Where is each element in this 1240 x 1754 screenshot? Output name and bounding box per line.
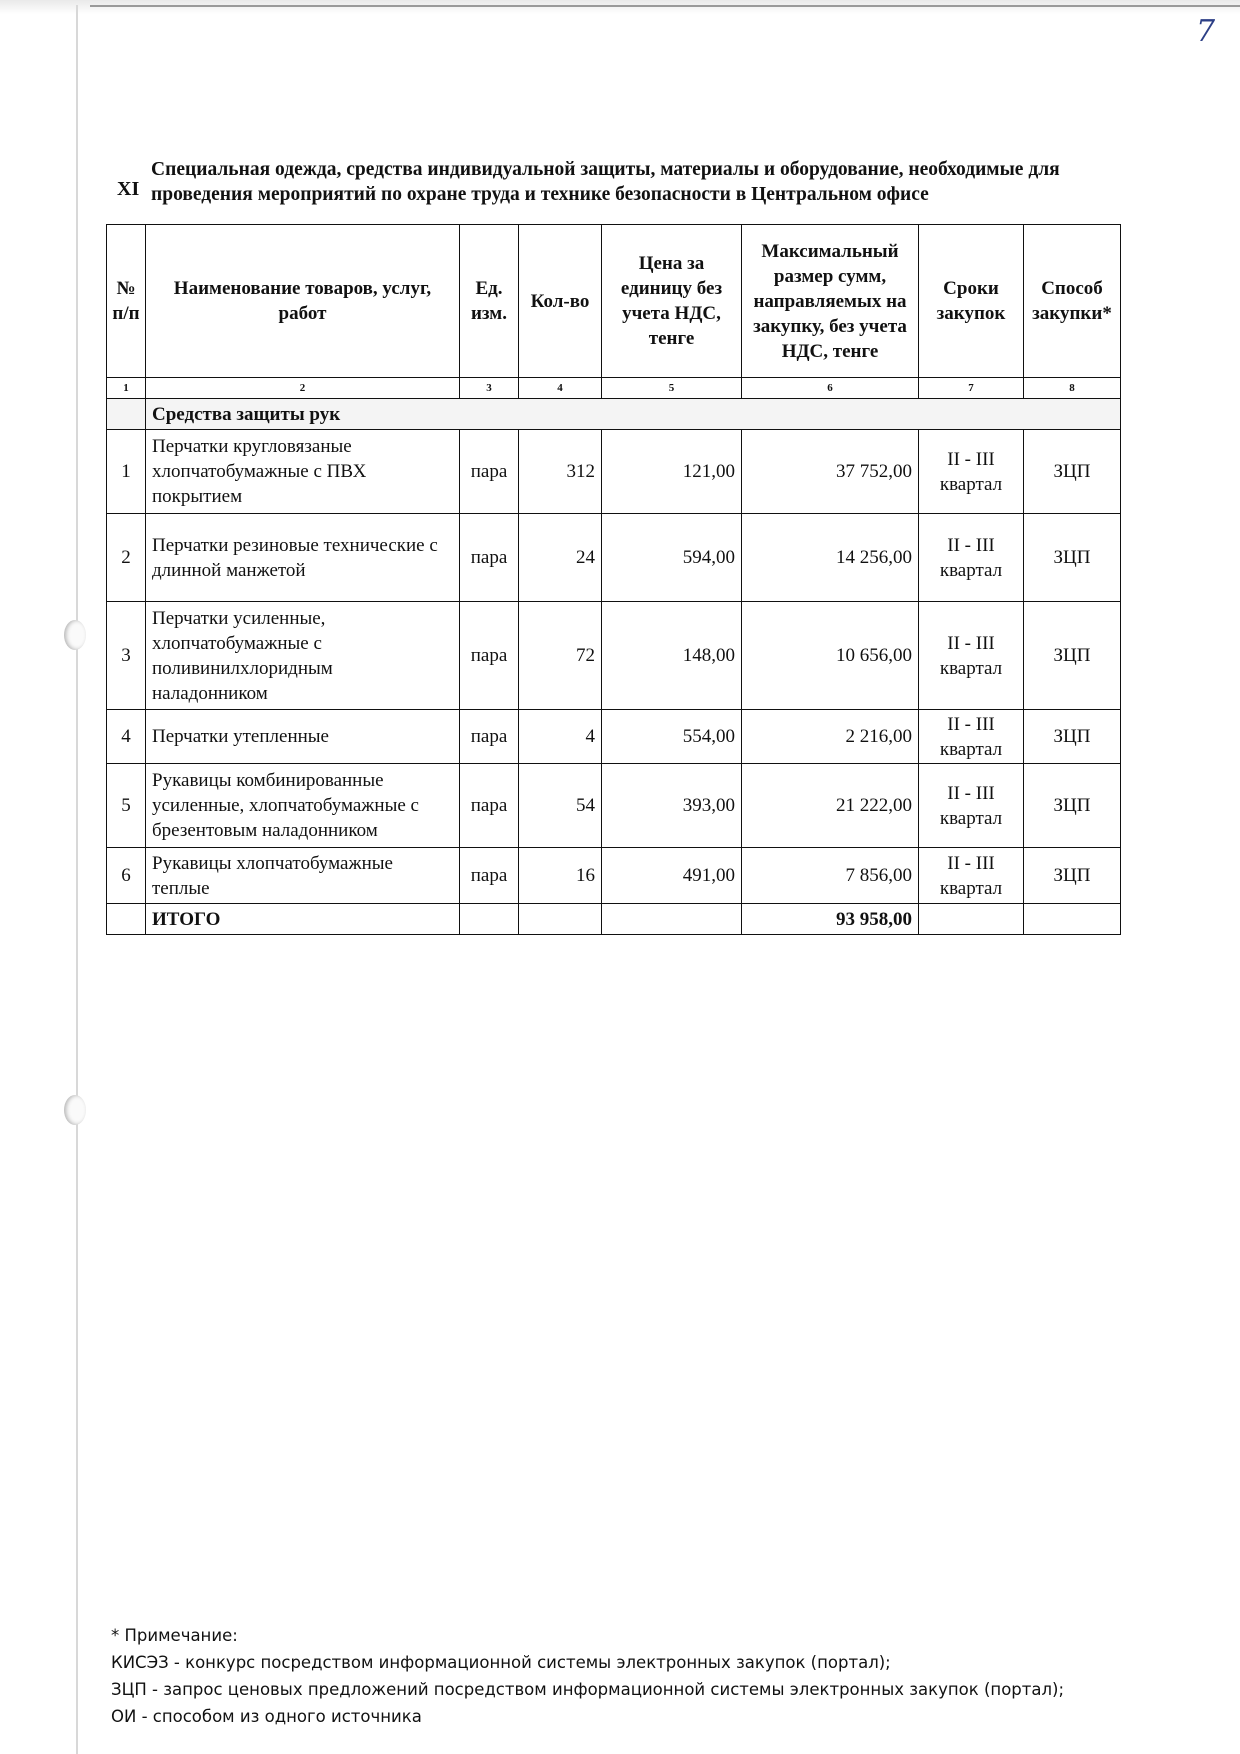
- item-name: Рукавицы комбинированные усиленные, хлопчатобумажные с брезентовым наладонником: [146, 764, 460, 848]
- row-number: 5: [107, 764, 146, 848]
- item-quantity: 312: [519, 430, 602, 514]
- item-price: 594,00: [602, 514, 742, 602]
- item-price: 554,00: [602, 710, 742, 764]
- column-number: 8: [1024, 378, 1121, 399]
- punch-hole-lower: [64, 1095, 86, 1125]
- item-name: Перчатки утепленные: [146, 710, 460, 764]
- item-method: ЗЦП: [1024, 602, 1121, 710]
- item-price: 393,00: [602, 764, 742, 848]
- table-row: [107, 602, 1121, 710]
- header-cell-period: Сроки закупок: [919, 225, 1024, 378]
- table-row: [107, 514, 1121, 602]
- scan-left-edge: [76, 5, 78, 1754]
- item-name: Перчатки усиленные, хлопчатобумажные с поливинилхлоридным наладонником: [146, 602, 460, 710]
- footnote-title: * Примечание:: [111, 1626, 238, 1645]
- item-amount: 10 656,00: [742, 602, 919, 710]
- item-period: II - III квартал: [919, 764, 1024, 848]
- item-name: Рукавицы хлопчатобумажные теплые: [146, 848, 460, 904]
- row-number: 4: [107, 710, 146, 764]
- column-number: 5: [602, 378, 742, 399]
- total-empty-cell: [519, 904, 602, 935]
- total-empty-cell: [460, 904, 519, 935]
- header-cell-max-amount: Максимальный размер сумм, направляемых на закупку, без учета НДС, тенге: [742, 225, 919, 378]
- item-quantity: 72: [519, 602, 602, 710]
- item-period: II - III квартал: [919, 602, 1024, 710]
- item-quantity: 16: [519, 848, 602, 904]
- total-amount: 93 958,00: [742, 904, 919, 935]
- column-number: 2: [146, 378, 460, 399]
- item-unit: пара: [460, 602, 519, 710]
- footnote-line: КИСЭЗ - конкурс посредством информационной системы электронных закупок (портал);: [111, 1653, 891, 1672]
- header-cell-method: Способ закупки*: [1024, 225, 1121, 378]
- header-cell-quantity: Кол-во: [519, 225, 602, 378]
- scan-top-shadow: [0, 0, 1240, 14]
- item-unit: пара: [460, 710, 519, 764]
- group-empty-cell: [107, 399, 146, 430]
- footnote-line: ЗЦП - запрос ценовых предложений посредством информационной системы электронных закупок (портал);: [111, 1680, 1065, 1699]
- column-number: 4: [519, 378, 602, 399]
- item-unit: пара: [460, 430, 519, 514]
- item-period: II - III квартал: [919, 710, 1024, 764]
- header-cell-unit: Ед. изм.: [460, 225, 519, 378]
- section-title: Специальная одежда, средства индивидуальной защиты, материалы и оборудование, необходимые для проведения мероприятий по охране труда и технике безопасности в Центральном офисе: [151, 159, 1060, 205]
- punch-hole-upper: [64, 620, 86, 650]
- total-row: [107, 904, 1121, 935]
- item-method: ЗЦП: [1024, 514, 1121, 602]
- item-period: II - III квартал: [919, 430, 1024, 514]
- item-unit: пара: [460, 848, 519, 904]
- total-empty-cell: [1024, 904, 1121, 935]
- column-number: 6: [742, 378, 919, 399]
- item-method: ЗЦП: [1024, 710, 1121, 764]
- column-number: 1: [107, 378, 146, 399]
- item-method: ЗЦП: [1024, 430, 1121, 514]
- item-name: Перчатки резиновые технические с длинной манжетой: [146, 514, 460, 602]
- table-row: [107, 430, 1121, 514]
- item-price: 148,00: [602, 602, 742, 710]
- item-quantity: 4: [519, 710, 602, 764]
- group-row: [107, 399, 1121, 430]
- row-number: 3: [107, 602, 146, 710]
- item-amount: 37 752,00: [742, 430, 919, 514]
- item-method: ЗЦП: [1024, 764, 1121, 848]
- item-amount: 21 222,00: [742, 764, 919, 848]
- footnote-line: ОИ - способом из одного источника: [111, 1707, 422, 1726]
- column-number: 7: [919, 378, 1024, 399]
- group-title: Средства защиты рук: [146, 399, 1121, 430]
- column-numbers-row: [107, 378, 1121, 399]
- table-row: [107, 848, 1121, 904]
- item-quantity: 54: [519, 764, 602, 848]
- item-quantity: 24: [519, 514, 602, 602]
- section-number: XI: [117, 178, 140, 200]
- header-cell-number: № п/п: [107, 225, 146, 378]
- footnote: [111, 1622, 1211, 1730]
- total-label: ИТОГО: [146, 904, 460, 935]
- item-name: Перчатки кругловязаные хлопчатобумажные с ПВХ покрытием: [146, 430, 460, 514]
- item-method: ЗЦП: [1024, 848, 1121, 904]
- item-unit: пара: [460, 764, 519, 848]
- column-number: 3: [460, 378, 519, 399]
- table-header: [107, 225, 1121, 378]
- item-period: II - III квартал: [919, 514, 1024, 602]
- row-number: 1: [107, 430, 146, 514]
- total-empty-cell: [107, 904, 146, 935]
- header-cell-name: Наименование товаров, услуг, работ: [146, 225, 460, 378]
- row-number: 6: [107, 848, 146, 904]
- item-amount: 2 216,00: [742, 710, 919, 764]
- item-price: 121,00: [602, 430, 742, 514]
- handwritten-page-number: 7: [1196, 14, 1216, 49]
- table-row: [107, 710, 1121, 764]
- header-cell-unit-price: Цена за единицу без учета НДС, тенге: [602, 225, 742, 378]
- procurement-table: [106, 224, 1121, 935]
- total-empty-cell: [602, 904, 742, 935]
- item-price: 491,00: [602, 848, 742, 904]
- item-unit: пара: [460, 514, 519, 602]
- item-period: II - III квартал: [919, 848, 1024, 904]
- table-row: [107, 764, 1121, 848]
- total-empty-cell: [919, 904, 1024, 935]
- scan-top-edge: [90, 5, 1240, 7]
- item-amount: 14 256,00: [742, 514, 919, 602]
- row-number: 2: [107, 514, 146, 602]
- item-amount: 7 856,00: [742, 848, 919, 904]
